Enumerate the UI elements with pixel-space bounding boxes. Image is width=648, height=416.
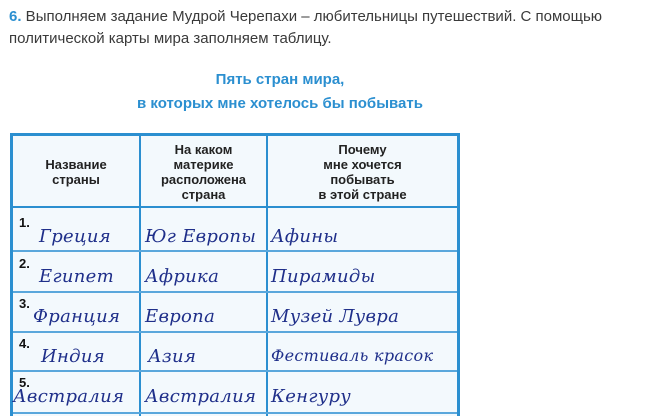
header-divider — [13, 206, 457, 208]
row-number: 1. — [19, 215, 30, 230]
cell-country: Австралия — [13, 386, 125, 407]
row-divider — [13, 250, 457, 252]
cell-continent: Азия — [148, 346, 197, 367]
task-description: Выполняем задание Мудрой Черепахи – любительницы путешествий. С помощью политической карты мира заполняем таблицу. — [9, 8, 603, 47]
row-divider — [13, 331, 457, 333]
cell-country: Индия — [41, 346, 105, 367]
task-number: 6. — [9, 8, 22, 25]
cell-reason: Афины — [271, 226, 339, 247]
row-divider — [13, 412, 457, 414]
row-number: 3. — [19, 296, 30, 311]
header-continent: На каком материке расположена страна — [160, 142, 247, 202]
row-divider — [13, 370, 457, 372]
cell-reason: Пирамиды — [271, 266, 376, 287]
row-number: 2. — [19, 256, 30, 271]
cell-country: Египет — [39, 266, 114, 287]
cell-reason: Фестиваль красок — [271, 346, 434, 365]
header-country: Название страны — [45, 157, 107, 187]
table-heading — [0, 68, 560, 116]
table-grid — [13, 136, 457, 416]
cell-continent: Африка — [145, 266, 220, 287]
cell-reason: Кенгуру — [271, 386, 352, 407]
row-divider — [13, 291, 457, 293]
cell-reason: Музей Лувра — [271, 306, 400, 327]
row-number: 4. — [19, 336, 30, 351]
cell-country: Франция — [33, 306, 121, 327]
header-reason: Почему мне хочется побывать в этой стране — [318, 142, 407, 202]
heading-line-2: в которых мне хотелось бы побывать — [137, 95, 423, 112]
cell-continent: Юг Европы — [145, 226, 257, 247]
cell-country: Греция — [39, 226, 111, 247]
heading-line-1: Пять стран мира, — [215, 71, 345, 88]
cell-continent: Европа — [145, 306, 216, 327]
countries-table — [10, 133, 460, 416]
row-number: 5. — [19, 375, 30, 390]
cell-continent: Австралия — [145, 386, 257, 407]
task-text — [9, 6, 641, 50]
